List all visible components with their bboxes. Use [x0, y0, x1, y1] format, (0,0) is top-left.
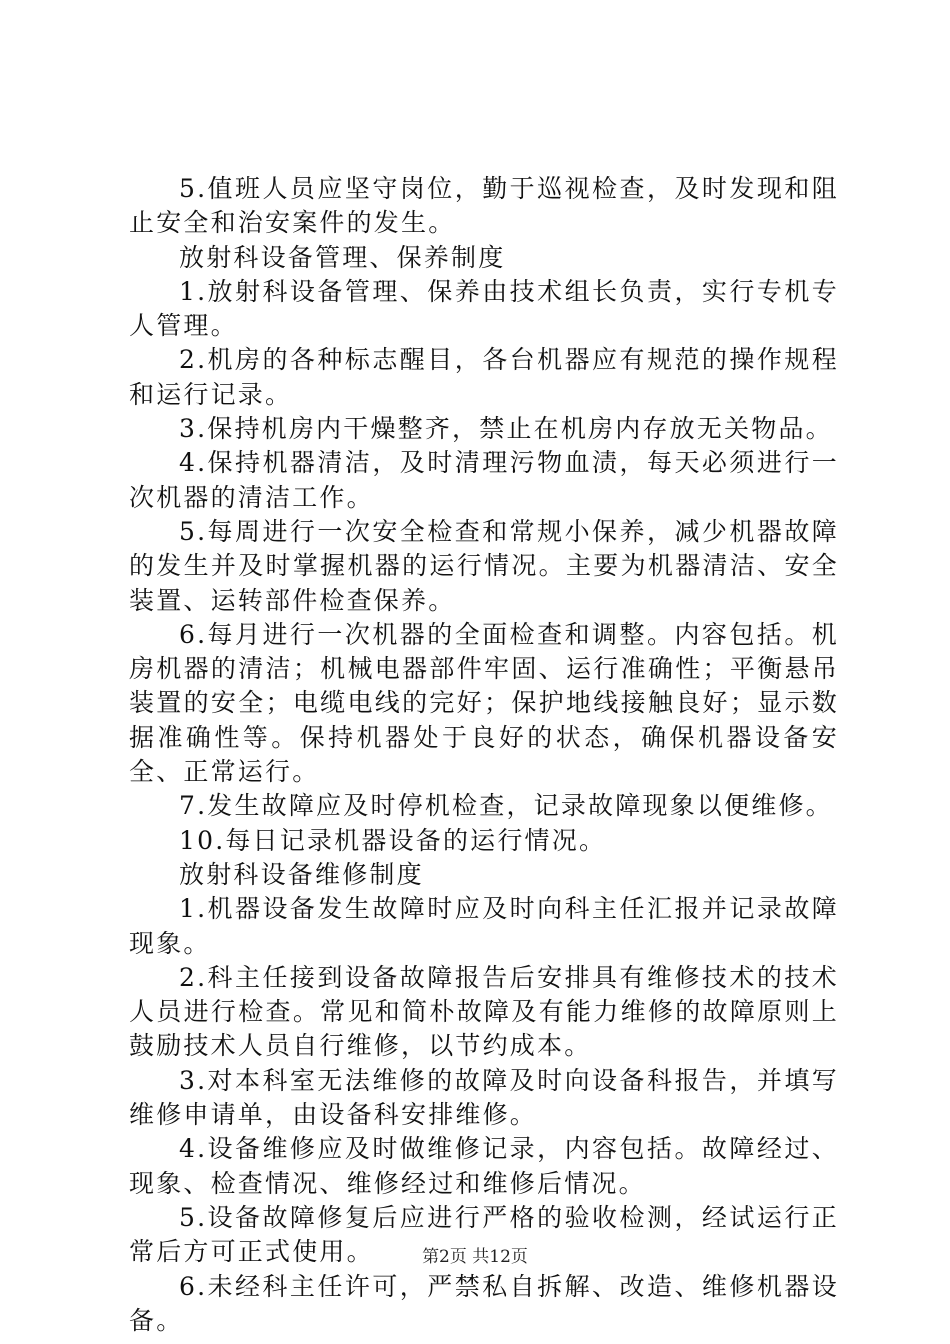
paragraph: 4.设备维修应及时做维修记录，内容包括。故障经过、现象、检查情况、维修经过和维修后情况。 [129, 1134, 839, 1198]
page-footer: 第2页 共12页 [422, 1247, 528, 1267]
section-heading: 放射科设备维修制度 [179, 859, 424, 889]
paragraph: 1.放射科设备管理、保养由技术组长负责，实行专机专人管理。 [129, 276, 839, 341]
paragraph: 5.值班人员应坚守岗位，勤于巡视检查，及时发现和阻止安全和治安案件的发生。 [129, 174, 839, 238]
paragraph: 4.保持机器清洁，及时清理污物血渍，每天必须进行一次机器的清洁工作。 [129, 448, 839, 512]
paragraph: 5.设备故障修复后应进行严格的验收检测，经试运行正常后方可正式使用。 [129, 1202, 839, 1267]
paragraph: 3.对本科室无法维修的故障及时向设备科报告，并填写维修申请单，由设备科安排维修。 [129, 1065, 839, 1130]
paragraph: 7.发生故障应及时停机检查，记录故障现象以便维修。 [179, 791, 833, 821]
paragraph: 6.未经科主任许可，严禁私自拆解、改造、维修机器设备。 [129, 1271, 839, 1335]
paragraph: 6.每月进行一次机器的全面检查和调整。内容包括。机房机器的清洁；机械电器部件牢固、运行准确性；平衡悬吊装置的安全；电缆电线的完好；保护地线接触良好；显示数据准确性等。保持机器处于良好的状态，确保机器设备安全、正常运行。 [129, 619, 839, 787]
paragraph: 3.保持机房内干燥整齐，禁止在机房内存放无关物品。 [179, 414, 833, 444]
paragraph: 2.机房的各种标志醒目，各台机器应有规范的操作规程和运行记录。 [129, 345, 839, 409]
paragraph: 1.机器设备发生故障时应及时向科主任汇报并记录故障现象。 [129, 894, 839, 958]
section-heading: 放射科设备管理、保养制度 [179, 242, 506, 272]
paragraph: 5.每周进行一次安全检查和常规小保养，减少机器故障的发生并及时掌握机器的运行情况。主要为机器清洁、安全装置、运转部件检查保养。 [129, 516, 839, 615]
paragraph: 10.每日记录机器设备的运行情况。 [179, 825, 607, 855]
paragraph: 2.科主任接到设备故障报告后安排具有维修技术的技术人员进行检查。常见和简朴故障及有能力维修的故障原则上鼓励技术人员自行维修，以节约成本。 [129, 962, 839, 1061]
document-body [129, 172, 839, 1338]
